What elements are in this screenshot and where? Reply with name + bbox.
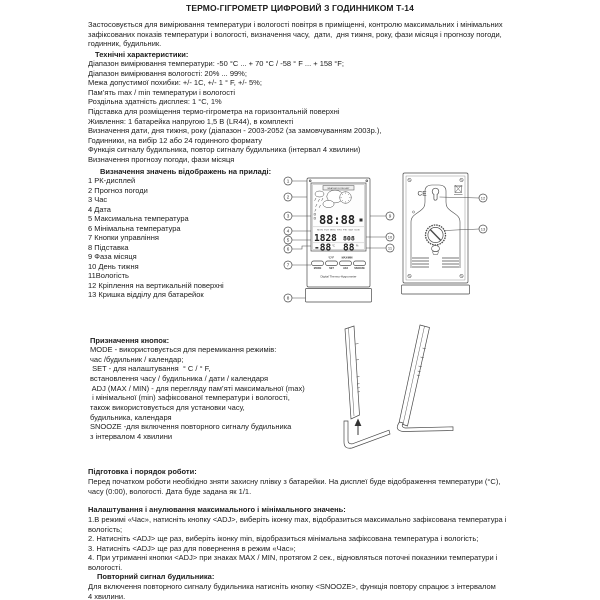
side-view-stand-detached [344, 326, 390, 448]
set-button-label: SET [329, 267, 334, 270]
text-line: Діапазон вимірювання температури: -50 °C ... + 70 °C / -58 ° F ... + 158 °F; [88, 59, 344, 68]
text-line: Підставка для розміщення термо-гігрометра на горизонтальній поверхні [88, 106, 340, 116]
text-line: 4 хвилини. [88, 591, 126, 600]
back-device-figure [398, 166, 498, 318]
preparation-text [88, 477, 500, 496]
text-line: вологості. [88, 562, 123, 572]
adj-button-label: ADJ [342, 267, 349, 270]
humidity-display: 88 [343, 242, 355, 254]
brand-label: Digital Thermo-Hygrometer [320, 274, 357, 279]
text-line: Визначення прогнозу погоди, фази місяця [88, 154, 235, 164]
text-line: і мінімальної (min) зафіксованої температури і вологості, [90, 393, 290, 403]
temperature-display: -88 [314, 242, 332, 254]
text-line: час /будильник / календар; [90, 354, 184, 364]
svg-text:13: 13 [480, 226, 486, 232]
svg-text:4: 4 [286, 228, 290, 234]
text-line: вологість; [88, 524, 123, 534]
preparation-heading: Підготовка і порядок роботи: [88, 467, 197, 476]
text-line: також використовується для установки часу, [90, 402, 245, 412]
mode-button-label: MODE [313, 267, 322, 270]
text-line: Функція сигналу будильника, повтор сигналу будильника (інтервал 4 хвилини) [88, 145, 361, 155]
adj-button [340, 261, 352, 266]
text-line: ADJ (MAX / MIN) - для перегляду пам’яті максимальної (max) [90, 383, 305, 393]
text-line: Застосовується для вимірювання температури і вологості повітря в приміщенні, контролю максимальних і мінімальних [88, 20, 503, 29]
svg-text:10: 10 [387, 234, 393, 240]
date-display: 1828 [314, 233, 337, 244]
legend-item: 8 Підставка [88, 242, 129, 252]
maxmin-label: MAX/MIN [341, 256, 353, 260]
legend-item: 1 РК-дисплей [88, 176, 136, 185]
humidity-unit: % [356, 244, 359, 248]
svg-text:1: 1 [286, 178, 290, 184]
minmax-steps [88, 515, 506, 573]
svg-text:8: 8 [286, 295, 290, 301]
text-line: 3. Натисніть <ADJ> ще раз для повернення в режим «Час»; [88, 543, 296, 553]
text-line: Діапазон вимірювання вологості: 20% ... 99%; [88, 68, 247, 78]
legend-item: 11Вологість [88, 271, 129, 280]
specs-heading: Технічні характеристики: [95, 50, 189, 59]
mode-button [312, 261, 324, 266]
text-line: Для включення повторного сигналу будильника натисніть кнопку <SNOOZE>, функція повтору спрацює з інтервалом [88, 582, 496, 591]
legend-item: 7 Кнопки управління [88, 233, 159, 242]
legend-item: 13 Кришка відділу для батарейок [88, 290, 204, 299]
specs-lines [88, 59, 381, 165]
side-views-figure [325, 322, 475, 462]
legend-item: 4 Дата [88, 204, 111, 214]
text-line: Живлення: 1 батарейка напругою 1,5 В (LR44), в комплекті [88, 116, 294, 126]
buttons-heading: Призначення кнопок: [90, 336, 170, 345]
text-line: годинник, будильник. [88, 39, 162, 49]
text-line: SET - для налаштування ° C / ° F, [90, 364, 211, 374]
text-line: 2. Натисніть <ADJ> ще раз, виберіть іконку min, відобразиться мінімальна зафіксована температура і вологість; [88, 534, 479, 544]
intro-paragraph [88, 20, 503, 49]
legend-item: 3 Час [88, 195, 108, 204]
snooze-button-label: SNOOZE [354, 267, 365, 270]
text-line: 1.В режимі «Час», натисніть кнопку <ADJ>, виберіть іконку max, відобразиться максимально зафіксована температура і [88, 515, 507, 524]
front-device-figure [280, 166, 405, 318]
svg-text:11: 11 [387, 245, 393, 251]
text-line: будильника, календаря [90, 412, 172, 422]
text-line: 4. При утриманні кнопки <ADJ> при знаках MAX / MIN, протягом 2 сек., відновляться поточні показники температури і [88, 553, 498, 563]
stand-base [306, 289, 372, 303]
minmax-heading: Налаштування і анулювання максимального і мінімального значень: [88, 505, 346, 514]
side-view-stand-attached [397, 325, 453, 432]
buttons-text [90, 345, 305, 442]
text-line: Роздільна здатність дисплея: 1 °C, 1% [88, 97, 222, 107]
arrow-up-icon [355, 419, 362, 436]
text-line: Годинники, на вибір 12 або 24 годинного формату [88, 135, 262, 145]
text-line: Пам’ять max / min температури і вологості [88, 87, 236, 97]
weekday-labels: MON TUE WED THU FRI SAT SUN [317, 229, 360, 232]
text-line: встановлення часу / будильника / дати / календаря [90, 373, 269, 383]
ce-mark: CE [417, 190, 427, 198]
text-line: часу (0:00), вологості. Дата буде задана як 1/1. [88, 486, 252, 496]
temperature-unit: °C [332, 244, 335, 248]
back-base [402, 285, 470, 294]
snooze-heading: Повторний сигнал будильника: [97, 572, 215, 581]
text-line: з інтервалом 4 хвилини [90, 431, 173, 441]
text-line: Перед початком роботи необхідно зняти захисну плівку з батарейки. На дисплеї буде відображення температури (°C), [88, 477, 501, 486]
text-line: MODE - використовується для перемикання режимів: [90, 345, 277, 354]
svg-text:7: 7 [286, 262, 290, 268]
text-line: Межа допустимої похибки: +/- 1С, +/- 1 ° F, +/- 5%; [88, 78, 262, 88]
snooze-text [88, 582, 496, 600]
text-line: Визначення дати, дня тижня, року (діапазон - 2003-2052 (за замовчуванням 2003р.), [88, 126, 382, 136]
lcd-banner-label: WEATHER FORECAST [327, 187, 350, 190]
text-line: SNOOZE -для включення повторного сигналу будильника [90, 422, 292, 432]
svg-text:3: 3 [286, 213, 290, 219]
page-title: ТЕРМО-ГІГРОМЕТР ЦИФРОВИЙ З ГОДИННИКОМ Т-14 [186, 3, 414, 13]
svg-text:12: 12 [480, 195, 486, 201]
legend-item: 12 Кріплення на вертикальній поверхні [88, 280, 224, 290]
snooze-button [354, 261, 366, 266]
moon-phase-icon [360, 219, 363, 222]
text-line: зафіксованих показів температури і вологості, визначення часу, дати, дня тижня, року, фази місяця і прогнозу погоди, [88, 29, 502, 39]
legend-item: 2 Прогноз погоди [88, 185, 148, 195]
date-small-display: 808 [343, 234, 355, 243]
set-button [326, 261, 338, 266]
svg-text:2: 2 [286, 194, 290, 200]
legend-heading: Визначення значень відображень на приладі: [100, 167, 272, 176]
time-display: 88:88 [318, 213, 356, 227]
legend-item: 10 День тижня [88, 261, 139, 271]
cf-label: °C/°F [327, 256, 335, 260]
svg-text:5: 5 [286, 237, 290, 243]
legend-item: 5 Максимальна температура [88, 214, 189, 223]
legend-item: 6 Мінімальна температура [88, 223, 181, 233]
svg-text:6: 6 [286, 246, 290, 252]
legend-item: 9 Фаза місяця [88, 252, 137, 261]
svg-text:9: 9 [388, 213, 392, 219]
legend-list [88, 176, 224, 300]
